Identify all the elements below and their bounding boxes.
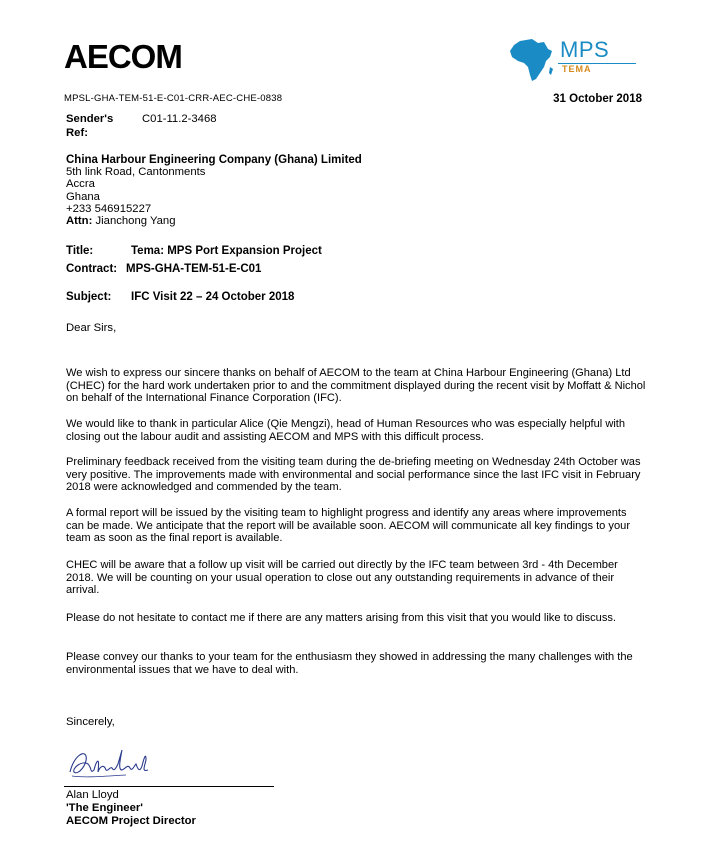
mps-wordmark: MPS [560, 37, 610, 62]
attn-label: Attn: [66, 215, 93, 228]
body-paragraph: We would like to thank in particular Alice (Qie Mengzi), head of Human Resources who was especially helpful with closing out the labour audit and assisting AECOM and MPS with this difficult process. [66, 418, 626, 443]
signature-line [64, 786, 274, 787]
contract-label: Contract: [66, 263, 118, 275]
body-paragraph: Please convey our thanks to your team for the enthusiasm they showed in addressing the many challenges with the environmental issues that we have to deal with. [66, 651, 633, 676]
signer-role: 'The Engineer' [66, 802, 143, 814]
aecom-logo: AECOM [64, 38, 182, 75]
title-label: Title: [66, 245, 94, 257]
title-value: Tema: MPS Port Expansion Project [131, 245, 322, 257]
body-paragraph: Please do not hesitate to contact me if there are any matters arising from this visit that you would like to discuss. [66, 612, 617, 624]
tema-wordmark: TEMA [562, 64, 592, 74]
recipient-company: China Harbour Engineering Company (Ghana) Limited [66, 154, 362, 166]
signer-name: Alan Lloyd [66, 789, 119, 801]
signer-block [66, 789, 196, 828]
letter-date: 31 October 2018 [553, 93, 642, 105]
senders-ref-value: C01-11.2-3468 [142, 113, 217, 125]
signer-title: AECOM Project Director [66, 815, 196, 827]
address-line: 5th link Road, Cantonments [66, 166, 206, 179]
africa-map-icon [506, 37, 556, 83]
attn-name: Jianchong Yang [95, 215, 176, 228]
mps-tema-logo [506, 37, 646, 83]
subject-label: Subject: [66, 291, 112, 303]
address-line: Ghana [66, 190, 100, 203]
document-reference: MPSL-GHA-TEM-51-E-C01-CRR-AEC-CHE-0838 [64, 93, 283, 104]
subject-value: IFC Visit 22 – 24 October 2018 [131, 291, 295, 303]
body-paragraph: A formal report will be issued by the visiting team to highlight progress and identify any areas where improvements can be made. We anticipate that the report will be available soon. AECOM will communicate all key findings to your team as soon as the final report is available. [66, 507, 631, 545]
handwritten-signature [66, 742, 156, 784]
body-paragraph: CHEC will be aware that a follow up visit will be carried out directly by the IFC team between 3rd - 4th December 2018. We will be counting on your usual operation to close out any outstanding requirements in advance of their arrival. [66, 559, 618, 597]
recipient-address [66, 154, 362, 227]
body-paragraph: We wish to express our sincere thanks on behalf of AECOM to the team at China Harbour Engineering (Ghana) Ltd (CHEC) for the hard work undertaken prior to and the commitment displayed during the recent visit by Moffatt & Nichol on behalf of the International Finance Corporation (IFC). [66, 367, 646, 405]
closing: Sincerely, [66, 716, 115, 728]
salutation: Dear Sirs, [66, 322, 117, 334]
address-line: +233 546915227 [66, 202, 152, 215]
attention-line [66, 215, 362, 227]
senders-ref-label: Sender's Ref: [66, 113, 114, 139]
body-paragraph: Preliminary feedback received from the visiting team during the de-briefing meeting on Wednesday 24th October was very positive. The improvements made with environmental and social performance since the last IFC visit in February 2018 were acknowledged and commended by the team. [66, 456, 641, 494]
contract-value: MPS-GHA-TEM-51-E-C01 [126, 263, 262, 275]
address-line: Accra [66, 178, 95, 191]
